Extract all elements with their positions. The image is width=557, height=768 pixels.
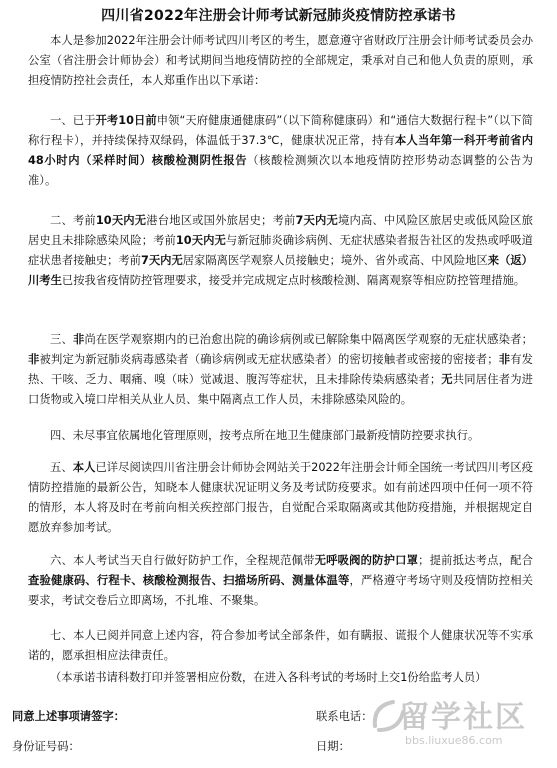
- body-text: 港台地区或国外旅居史；考前: [146, 214, 296, 227]
- body-text: 五、: [50, 461, 73, 474]
- section-1: [28, 111, 533, 191]
- emphasis-text: 本人当年第一科开考前省内48小时内（采样时间）核酸检测阴性报告: [28, 133, 533, 167]
- emphasis-text: 非: [28, 352, 40, 366]
- body-text: 尚在医学观察期内的已治愈出院的确诊病例或已解除集中隔离医学观察的无症状感染者；: [84, 333, 533, 346]
- emphasis-text: 非: [73, 333, 85, 346]
- intro-paragraph: 本人是参加2022年注册会计师考试四川考区的考生，愿意遵守省财政厅注册会计师考试委员会办公室（省注册会计师协会）和考试期间当地疫情防控的全部规定，秉承对自己和他人负责的原则，承担疫情防控社会责任，本人郑重作出以下承诺：: [28, 34, 533, 87]
- emphasis-text: 开考10日前: [95, 114, 157, 127]
- section-5: [28, 458, 533, 538]
- body-text: 共同居住者为进口货物或入境口岸相关从业人员、集中隔离点工作人员，未排除感染风险的。: [28, 372, 533, 406]
- page-title: 四川省2022年注册会计师考试新冠肺炎疫情防控承诺书: [101, 8, 456, 24]
- submission-note: （本承诺书请科数打印并签署相应份数，在进入各科考试的考场时上交1份给监考人员）: [50, 671, 487, 684]
- id-number-label: 身份证号码：: [12, 740, 80, 753]
- watermark: [369, 692, 549, 754]
- emphasis-text: 本人: [72, 461, 96, 474]
- body-text: 二、考前: [50, 214, 96, 227]
- body-text: 被判定为新冠肺炎病毒感染者（确诊病例或无症状感染者）的密切接触者或密接的密接者；: [39, 352, 499, 366]
- signature-label: 同意上述事项请签字：: [12, 710, 125, 723]
- body-text: 已详尽阅读四川省注册会计师协会网站关于2022年注册会计师全国统一考试四川考区疫情防控措施的最新公告，知晓本人健康状况证明义务及考试防疫要求。如有前述四项中任何一项不符的情形，本人将及时在考前向相关疾控部门报告，自觉配合采取隔离或其他防疫措施，并根据规定自愿放弃参加考试。: [28, 461, 533, 534]
- body-text: 有发热、干咳、乏力、咽痛、嗅（味）觉减退、腹泻等症状，且未排除传染病感染者；: [28, 352, 533, 386]
- emphasis-text: 非: [498, 352, 511, 366]
- section-7: 七、本人已阅并同意上述内容，符合参加考试全部条件，如有瞒报、谎报个人健康状况等不实承诺的，愿承担相应法律责任。: [28, 629, 533, 662]
- emphasis-text: 无呼吸阀的防护口罩: [314, 554, 419, 567]
- watermark-url: bbs.liuxue86.com: [405, 734, 503, 747]
- section-2: [28, 211, 533, 291]
- body-text: 境内高、中风险区旅居史或低风险区旅居史且未排除感染风险；考前: [28, 214, 533, 247]
- section-6: [28, 551, 533, 611]
- emphasis-text: 查验健康码、行程卡、核酸检测报告、扫描场所码、测量体温等: [28, 573, 350, 587]
- emphasis-text: 7天内无: [295, 214, 338, 227]
- section-4: 四、未尽事宜依属地化管理原则，按考点所在地卫生健康部门最新疫情防控要求执行。: [50, 429, 480, 442]
- emphasis-text: 无: [441, 372, 453, 386]
- body-text: 一、已于: [50, 114, 96, 127]
- body-text: 与新冠肺炎确诊病例、无症状感染者报告社区的发热或呼吸道症状患者接触史；考前: [28, 233, 533, 267]
- section-3: [28, 330, 533, 410]
- body-text: ；提前抵达考点，配合: [418, 554, 533, 567]
- emphasis-text: 7天内无: [140, 253, 183, 267]
- body-text: 三、: [50, 333, 74, 346]
- emphasis-text: 来（返）川考生: [28, 253, 533, 287]
- body-text: 申领“天府健康通健康码”（以下简称健康码）和“通信大数据行程卡”（以下简称行程卡），并持续保持双绿码，体温低于37.3℃，健康状况正常，持有: [28, 114, 533, 147]
- date-label: 日期：: [316, 740, 350, 753]
- body-text: 六、本人考试当天自行做好防护工作，全程规范佩带: [50, 554, 315, 567]
- body-text: 居家隔离医学观察人员接触史；境外、省外或高、中风险地区: [182, 253, 488, 267]
- body-text: （核酸检测频次以本地疫情防控形势动态调整的公告为准）。: [28, 153, 533, 187]
- emphasis-text: 10天内无: [175, 233, 226, 247]
- watermark-brand: 留学社区: [399, 700, 527, 735]
- body-text: ，严格遵守考场守则及疫情防控相关要求，考试交卷后立即离场，不扎堆、不聚集。: [28, 573, 533, 607]
- body-text: 已按我省疫情防控管理要求，接受并完成规定点时核酸检测、隔离观察等相应防控管理措施。: [61, 273, 526, 287]
- phone-label: 联系电话：: [316, 710, 373, 723]
- emphasis-text: 10天内无: [95, 214, 147, 227]
